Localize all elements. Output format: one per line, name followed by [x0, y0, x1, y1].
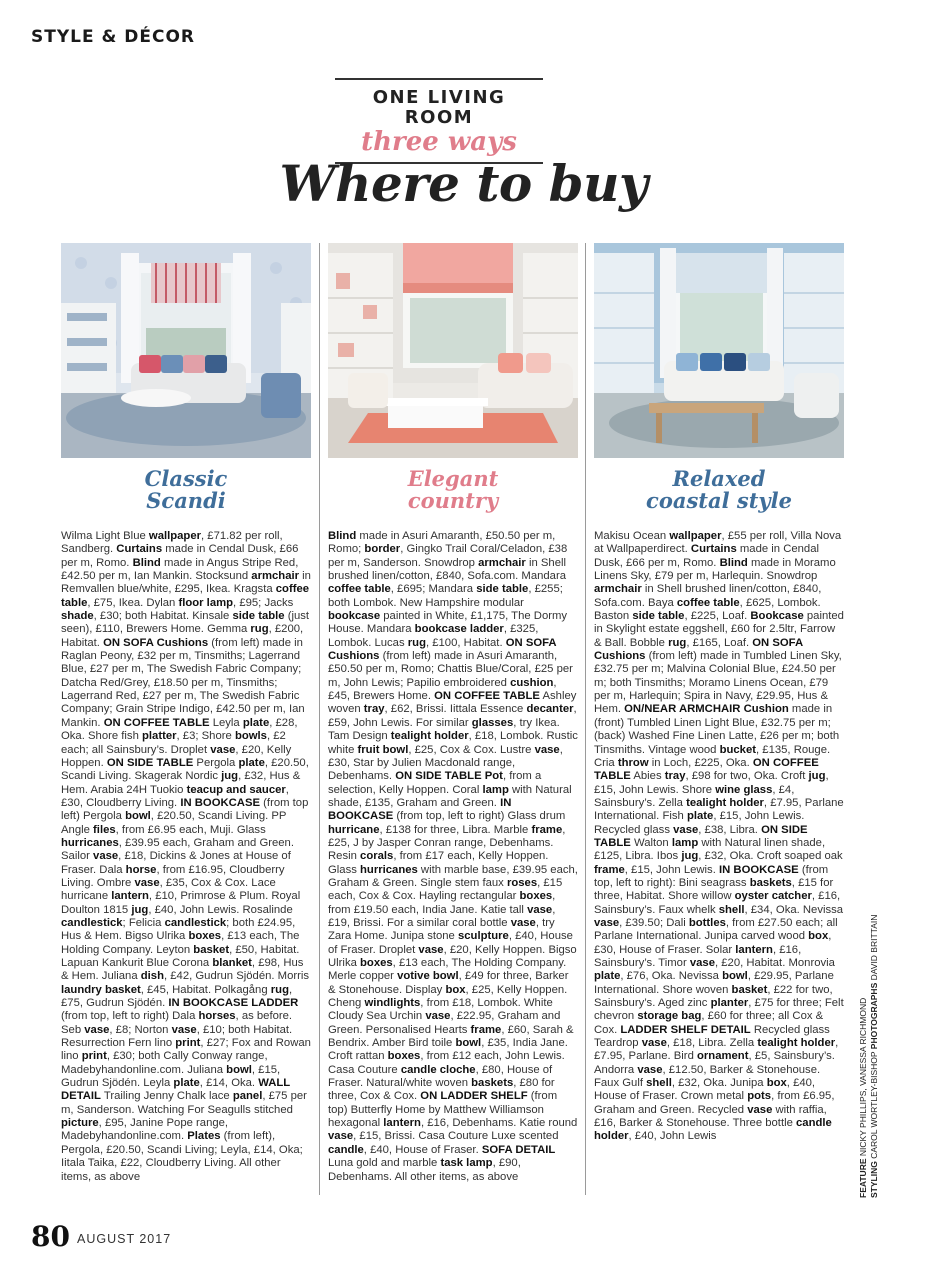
product-name: vase [673, 823, 699, 836]
product-name: shade [61, 610, 94, 623]
product-name: picture [61, 1117, 99, 1130]
product-name: vase [328, 1130, 354, 1143]
product-name: tray [664, 770, 686, 783]
product-name: decanter [526, 703, 574, 716]
product-name: Curtains [116, 543, 163, 556]
product-name: tealight holder [757, 1037, 836, 1050]
product-name: boxes [387, 1050, 421, 1063]
column-elegant-country [328, 243, 578, 1184]
product-name: Blind [132, 556, 161, 569]
product-name: teacup and saucer [186, 783, 286, 796]
product-name: cushion [510, 676, 554, 689]
product-name: vase [425, 1010, 451, 1023]
room-photo-elegant-country [328, 243, 578, 458]
product-name: SOFA DETAIL [481, 1143, 556, 1156]
product-name: ornament [697, 1050, 749, 1063]
product-name: task lamp [440, 1157, 493, 1170]
column-title-line: Relaxed [672, 466, 766, 491]
product-name: boxes [360, 957, 393, 969]
product-name: IN BOOKCASE [328, 796, 512, 823]
shopping-list-elegant-country: Blind made in Asuri Amaranth, £50.50 per m, Romo; border, Gingko Trail Coral/Celadon, £38 per m, Sanderson. Snowdrop armchair in Shell brushed linen/cotton, £840, Sofa.com. Mandara coffee table, £695; Mandara side table, £255; both Lombok. New Hampshire modular bookcase painted in White, £1,175, The Dormy House. Mandara bookcase ladder, £325, Lombok. Lucas rug, £100, Habitat. ON SOFA Cushions (from left) made in Asuri Amaranth, £50.50 per m, Romo; Chattis Blue/Coral, £25 per m, John Lewis; Papilio embroidered cushion, £45, Brewers Home. ON COFFEE TABLE Ashley woven tray, £62, Brissi. Iittala Essence decanter, £59, John Lewis. For similar glasses, try Ikea. Tam Design tealight holder, £18, Lombok. Rustic white fruit bowl, £25, Cox & Cox. Lustre vase, £30, Star by Julien Macdonald range, Debenhams. ON SIDE TABLE Pot, from a selection, Kelly Hoppen. Coral lamp with Natural shade, £135, Graham and Green. IN BOOKCASE (from top, left to right) Glass drum hurricane, £138 for three, Libra. Marble frame, £25, J by Jasper Conran range, Debenhams. Resin corals, from £17 each, Kelly Hoppen. Glass hurricanes with marble base, £39.95 each, Graham & Green. Single stem faux roses, £15 each, Cox & Cox. Hayling rectangular boxes, from £19.50 each, India Jane. Katie tall vase, £19, Brissi. For a similar coral bottle vase, try Zara Home. Junipa stone sculpture, £40, House of Fraser. Droplet vase, £20, Kelly Hoppen. Bigso Ulrika boxes, £13 each, The Holding Company. Merle copper votive bowl, £49 for three, Barker & Stonehouse. Display box, £25, Kelly Hoppen. Cheng windlights, from £18, Lombok. White Cloudy Sea Urchin vase, £22.95, Graham and Green. Personalised Hearts frame, £60, Sarah & Bendrix. Amber Bird toile bowl, £35, India Jane. Croft rattan boxes, from £12 each, John Lewis. Casa Couture candle cloche, £80, House of Fraser. Natural/white woven baskets, £80 for three, Cox & Cox. ON LADDER SHELF (from top) Butterfly Home by Matthew Williamson hexagonal lantern, £16, Debenhams. Katie round vase, £15, Brissi. Casa Couture Luxe scented candle, £40, House of Fraser. SOFA DETAIL Luna gold and marble task lamp, £90, Debenhams. All other items, as above [328, 530, 578, 1183]
product-name: ON SIDE TABLE [594, 823, 808, 849]
product-name: ON/NEAR ARMCHAIR Cushion [624, 703, 789, 716]
product-name: tray [363, 703, 385, 716]
product-name: vase [747, 1103, 773, 1116]
product-name: ON LADDER SHELF [420, 1090, 528, 1103]
product-name: vase [93, 850, 119, 863]
column-title-relaxed-coastal [594, 468, 844, 514]
product-name: plate [238, 756, 265, 769]
product-name: jug [808, 770, 826, 783]
product-name: frame [594, 863, 625, 876]
product-name: Plates [187, 1130, 221, 1143]
product-name: boxes [188, 930, 222, 943]
product-name: tealight holder [390, 730, 469, 743]
product-name: plate [686, 810, 714, 823]
credit-text: DAVID BRITTAIN [869, 914, 879, 983]
product-name: laundry basket [61, 983, 141, 996]
product-name: shell [646, 1077, 672, 1090]
product-name: frame [470, 1023, 502, 1036]
product-name: box [766, 1077, 787, 1090]
product-name: ON COFFEE TABLE [434, 690, 540, 703]
product-name: sculpture [457, 930, 509, 943]
product-name: planter [710, 997, 749, 1010]
kicker [335, 78, 543, 164]
product-name: bookcase ladder [414, 623, 504, 636]
product-name: bucket [719, 743, 757, 756]
product-name: jug [221, 770, 239, 783]
product-name: print [81, 1050, 107, 1063]
product-name: rug [407, 636, 426, 649]
product-name: vase [171, 1023, 197, 1036]
product-name: ON COFFEE TABLE [594, 756, 819, 783]
product-name: vase [210, 743, 236, 756]
product-name: coffee table [328, 583, 391, 596]
product-name: IN BOOKCASE [718, 863, 799, 876]
product-name: vase [418, 943, 444, 956]
product-name: jug [131, 903, 149, 916]
product-name: bowl [455, 1037, 482, 1050]
product-name: basket [193, 943, 230, 956]
product-name: jug [681, 850, 699, 863]
product-name: vase [134, 876, 160, 889]
product-name: WALL DETAIL [61, 1077, 290, 1103]
product-name: vase [534, 743, 560, 756]
shopping-list-relaxed-coastal: Makisu Ocean wallpaper, £55 per roll, Villa Nova at Wallpaperdirect. Curtains made in Cendal Dusk, £66 per m, Romo. Blind made in Moramo Linens Sky, £79 per m, Harlequin. Snowdrop armchair in Shell brushed linen/cotton, £840, Sofa.com. Baya coffee table, £625, Lombok. Baston side table, £225, Loaf. Bookcase painted in Skylight estate eggshell, £60 for 2.5ltr, Farrow & Ball. Bobble rug, £165, Loaf. ON SOFA Cushions (from left) made in Tumbled Linen Sky, £32.75 per m; Malvina Colonial Blue, £24.50 per m; both Tinsmiths; Moramo Linens Ocean, £79 per m, Harlequin; Spira in Navy, £29.95, Hus & Hem. ON/NEAR ARMCHAIR Cushion made in (front) Tumbled Linen Light Blue, £32.75 per m; (back) Washed Fine Linen Latte, £26 per m; both Tinsmiths. Vintage wood bucket, £135, Rouge. Cria throw in Loch, £225, Oka. ON COFFEE TABLE Abies tray, £98 for two, Oka. Croft jug, £15, John Lewis. Shore wine glass, £4, Sainsbury’s. Zella tealight holder, £7.95, Parlane International. Fish plate, £15, John Lewis. Recycled glass vase, £38, Libra. ON SIDE TABLE Walton lamp with Natural linen shade, £125, Libra. Ibos jug, £32, Oka. Croft soaped oak frame, £15, John Lewis. IN BOOKCASE (from top, left to right): Bini seagrass baskets, £15 for three, Habitat. Shore willow oyster catcher, £16, Sainsbury’s. Faux whelk shell, £34, Oka. Nevissa vase, £39.50; Dali bottles, from £27.50 each; all Parlane International. Junipa carved wood box, £30, House of Fraser. Solar lantern, £16, Sainsbury’s. Timor vase, £20, Habitat. Monrovia plate, £76, Oka. Nevissa bowl, £29.95, Parlane International. Shore woven basket, £22 for two, Sainsbury’s. Aged zinc planter, £75 for three; Felt chevron storage bag, £60 for three; all Cox & Cox. LADDER SHELF DETAIL Recycled glass Teardrop vase, £18, Libra. Zella tealight holder, £7.95, Parlane. Bird ornament, £5, Sainsbury’s. Andorra vase, £12.50, Barker & Stonehouse. Faux Gulf shell, £32, Oka. Junipa box, £40, House of Fraser. Crown metal pots, from £6.95, Graham and Green. Recycled vase with raffia, £16, Barker & Stonehouse. Three bottle candle holder, £40, John Lewis [594, 530, 844, 1143]
photo-credits [858, 915, 880, 1198]
product-name: ON SOFA Cushions [103, 636, 209, 649]
product-name: vase [510, 916, 536, 929]
product-name: rug [250, 623, 269, 636]
product-name: lantern [383, 1117, 421, 1130]
product-name: hurricanes [360, 863, 418, 876]
product-name: print [175, 1037, 201, 1050]
section-label: STYLE & DÉCOR [31, 27, 195, 47]
product-name: ON COFFEE TABLE [103, 716, 210, 729]
product-name: side table [632, 610, 685, 623]
product-name: ON SIDE TABLE [106, 756, 194, 769]
product-name: panel [232, 1090, 263, 1103]
product-name: ON SOFA Cushions [594, 636, 803, 663]
column-title-line: Classic [144, 466, 228, 491]
product-name: lamp [482, 783, 509, 796]
product-name: lantern [735, 943, 773, 956]
product-name: plate [242, 716, 270, 729]
column-title-line: Elegant [407, 466, 499, 491]
product-name: shell [718, 903, 745, 916]
product-name: candle [328, 1143, 364, 1156]
product-name: coffee table [61, 583, 310, 609]
product-name: plate [173, 1077, 200, 1090]
product-name: coffee table [676, 596, 740, 609]
product-name: bowls [234, 730, 267, 743]
credit-text: NICKY PHILLIPS, VANESSA RICHMOND [858, 997, 868, 1159]
product-name: windlights [364, 997, 421, 1010]
product-name: vase [84, 1023, 110, 1036]
product-name: armchair [251, 570, 300, 583]
product-name: bowl [125, 810, 151, 823]
product-name: ON SOFA Cushions [328, 636, 557, 663]
product-name: pots [747, 1090, 772, 1103]
shopping-list-classic-scandi: Wilma Light Blue wallpaper, £71.82 per roll, Sandberg. Curtains made in Cendal Dusk, £66 per m, Romo. Blind made in Angus Stripe Red, £42.50 per m, Ian Mankin. Stocksund armchair in Remvallen blue/white, £295, Ikea. Kragsta coffee table, £75, Ikea. Dylan floor lamp, £95; Jacks shade, £30; both Habitat. Kinsale side table (just seen), £110, Brewers Home. Gemma rug, £200, Habitat. ON SOFA Cushions (from left) made in Raglan Peony, £32 per m, Tinsmiths; Lagerrand Blue, £27 per m, The Swedish Fabric Company; Datcha Red/Grey, £18.50 per m, Tinsmiths; Lagerrand Red, £27 per m, The Swedish Fabric Company; Grain Stripe Indigo, £42.50 per m, Ian Mankin. ON COFFEE TABLE Leyla plate, £28, Oka. Shore fish platter, £3; Shore bowls, £2 each; all Sainsbury’s. Droplet vase, £20, Kelly Hoppen. ON SIDE TABLE Pergola plate, £20.50, Scandi Living. Skagerak Nordic jug, £32, Hus & Hem. Arabia 24H Tuokio teacup and saucer, £30, Cloudberry Living. IN BOOKCASE (from top left) Pergola bowl, £20.50, Scandi Living. PP Angle files, from £6.95 each, Muji. Glass hurricanes, £39.95 each, Graham and Green. Sailor vase, £18, Dickins & Jones at House of Fraser. Dala horse, from £16.95, Cloudberry Living. Ombre vase, £35, Cox & Cox. Lace hurricane lantern, £10, Primrose & Plum. Royal Doulton 1815 jug, £40, John Lewis. Rosalinde candlestick; Felicia candlestick; both £24.95, Hus & Hem. Bigso Ulrika boxes, £13 each, The Holding Company. Leyton basket, £50, Habitat. Lapuan Kankurit Blue Corona blanket, £98, Hus & Hem. Juliana dish, £42, Gudrun Sjödén. Morris laundry basket, £45, Habitat. Polkagång rug, £75, Gudrun Sjödén. IN BOOKCASE LADDER (from top, left to right) Dala horses, as before. Seb vase, £8; Norton vase, £10; both Habitat. Resurrection Fern lino print, £27; Fox and Rowan lino print, £30; both Cally Conway range, Madebyhandonline.com. Juliana bowl, £15, Gudrun Sjödén. Leyla plate, £14, Oka. WALL DETAIL Trailing Jenny Chalk lace panel, £75 per m, Sanderson. Watching For Seagulls stitched picture, £95, Janine Pope range, Madebyhandonline.com. Plates (from left), Pergola, £20.50, Scandi Living; Leyla, £14, Oka; Iitala Taika, £22, Cloudberry Living. All other items, as above [61, 530, 311, 1183]
product-name: frame [531, 823, 563, 836]
product-name: corals [360, 850, 394, 863]
product-name: side table [232, 610, 285, 623]
issue-date: AUGUST 2017 [77, 1232, 172, 1246]
product-name: rug [668, 636, 687, 649]
room-photo-classic-scandi [61, 243, 311, 458]
product-name: dish [140, 970, 164, 983]
product-name: votive bowl [397, 970, 459, 983]
product-name: vase [594, 916, 620, 929]
product-name: platter [142, 730, 177, 743]
product-name: wine glass [715, 783, 773, 796]
credit-text: CAROL WORTLEY-BISHOP [869, 1049, 879, 1162]
product-name: armchair [478, 556, 526, 569]
product-name: IN BOOKCASE LADDER [168, 997, 299, 1010]
product-name: ON SIDE TABLE Pot [395, 770, 503, 783]
product-name: boxes [519, 890, 553, 903]
product-name: box [445, 983, 466, 996]
product-name: fruit bowl [357, 743, 409, 756]
product-name: bowl [226, 1063, 252, 1076]
product-name: box [808, 930, 829, 943]
product-name: horse [125, 863, 157, 876]
product-name: files [93, 823, 116, 836]
product-name: bowl [722, 970, 748, 983]
product-name: lamp [671, 836, 699, 849]
product-name: lantern [111, 890, 149, 903]
product-name: baskets [749, 876, 792, 889]
column-title-line: Scandi [146, 488, 226, 513]
column-divider [585, 243, 586, 1195]
product-name: tealight holder [686, 796, 764, 809]
product-name: LADDER SHELF DETAIL [620, 1023, 751, 1036]
product-name: Bookcase [750, 610, 804, 623]
product-name: wallpaper [669, 530, 722, 542]
column-title-line: coastal style [646, 488, 792, 513]
column-divider [319, 243, 320, 1195]
product-name: Curtains [690, 543, 737, 556]
product-name: bottles [688, 916, 726, 929]
column-title-classic-scandi [61, 468, 311, 514]
product-name: border [364, 543, 401, 556]
product-name: floor lamp [178, 596, 234, 609]
product-name: Blind [719, 556, 748, 569]
product-name: bookcase [328, 610, 381, 623]
column-relaxed-coastal [594, 243, 844, 1144]
product-name: roses [506, 876, 538, 889]
product-name: rug [270, 983, 289, 996]
product-name: vase [641, 1037, 667, 1050]
column-classic-scandi [61, 243, 311, 1184]
product-name: storage bag [637, 1010, 702, 1023]
credit-label: FEATURE [858, 1158, 868, 1198]
product-name: candle holder [594, 1117, 832, 1143]
product-name: basket [731, 983, 768, 996]
product-name: vase [527, 903, 553, 916]
product-name: plate [594, 970, 621, 983]
page-title: Where to buy [279, 154, 648, 213]
product-name: wallpaper [148, 530, 202, 542]
product-name: Blind [328, 530, 357, 542]
product-name: candlestick [164, 916, 227, 929]
product-name: hurricane [328, 823, 380, 836]
credit-label: PHOTOGRAPHS [869, 982, 879, 1050]
product-name: armchair [594, 583, 642, 596]
product-name: oyster catcher [734, 890, 812, 903]
product-name: horses [198, 1010, 236, 1023]
product-name: side table [476, 583, 529, 596]
product-name: baskets [471, 1077, 514, 1090]
product-name: vase [689, 957, 715, 969]
product-name: glasses [471, 716, 514, 729]
kicker-line-1: ONE LIVING ROOM [372, 87, 506, 128]
column-title-elegant-country [328, 468, 578, 514]
column-title-line: country [407, 488, 499, 513]
product-name: throw [617, 756, 649, 769]
kicker-line-2: three ways [361, 127, 517, 157]
product-name: hurricanes [61, 836, 119, 849]
product-name: vase [637, 1063, 663, 1076]
product-name: IN BOOKCASE [180, 796, 261, 809]
room-photo-relaxed-coastal [594, 243, 844, 458]
credit-label: STYLING [869, 1161, 879, 1198]
kicker-rule-top [335, 78, 543, 80]
product-name: blanket [212, 957, 252, 969]
page-number: 80 [31, 1220, 70, 1253]
product-name: candle cloche [400, 1063, 476, 1076]
product-name: candlestick [61, 916, 123, 929]
